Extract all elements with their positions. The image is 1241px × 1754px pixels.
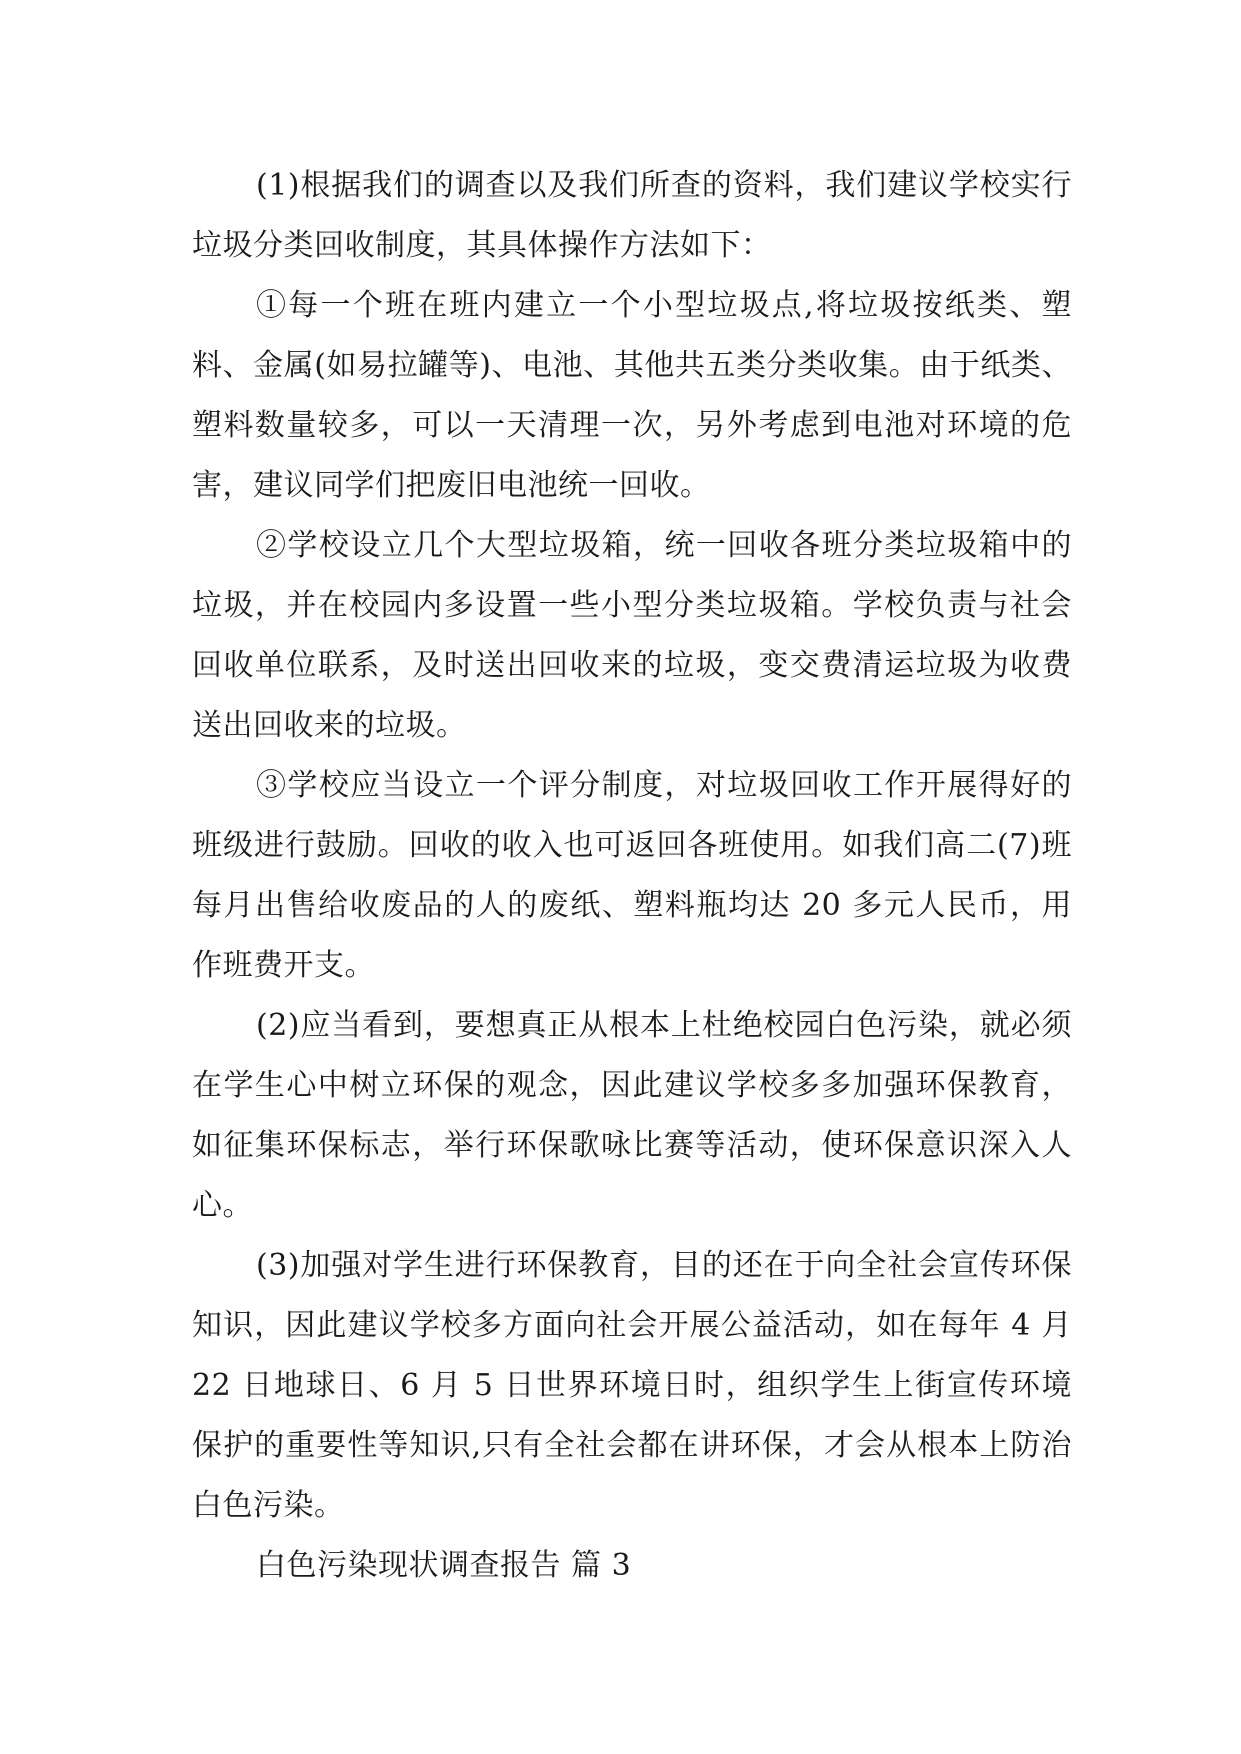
paragraph-step-2: ②学校设立几个大型垃圾箱，统一回收各班分类垃圾箱中的垃圾，并在校园内多设置一些小型分类垃圾箱。学校负责与社会回收单位联系，及时送出回收来的垃圾，变交费清运垃圾为收费送出回收来的垃圾。 [192, 528, 1072, 743]
paragraph-step-1: ①每一个班在班内建立一个小型垃圾点,将垃圾按纸类、塑料、金属(如易拉罐等)、电池、其他共五类分类收集。由于纸类、塑料数量较多，可以一天清理一次，另外考虑到电池对环境的危害，建议同学们把废旧电池统一回收。 [192, 288, 1072, 503]
paragraph-step-3: ③学校应当设立一个评分制度，对垃圾回收工作开展得好的班级进行鼓励。回收的收入也可返回各班使用。如我们高二(7)班每月出售给收废品的人的废纸、塑料瓶均达 20 多元人民币，用作班费开支。 [192, 768, 1072, 983]
section-heading: 白色污染现状调查报告 篇 3 [256, 1548, 632, 1583]
paragraph-proposal-2: (2)应当看到，要想真正从根本上杜绝校园白色污染，就必须在学生心中树立环保的观念，因此建议学校多多加强环保教育，如征集环保标志，举行环保歌咏比赛等活动，使环保意识深入人心。 [192, 1008, 1072, 1223]
paragraph-proposal-1: (1)根据我们的调查以及我们所查的资料，我们建议学校实行垃圾分类回收制度，其具体操作方法如下： [192, 168, 1072, 263]
paragraph-proposal-3: (3)加强对学生进行环保教育，目的还在于向全社会宣传环保知识，因此建议学校多方面向社会开展公益活动，如在每年 4 月 22 日地球日、6 月 5 日世界环境日时，组织学生上街宣传环境保护的重要性等知识,只有全社会都在讲环保，才会从根本上防治白色污染。 [192, 1248, 1072, 1523]
document-body [192, 156, 1072, 1596]
